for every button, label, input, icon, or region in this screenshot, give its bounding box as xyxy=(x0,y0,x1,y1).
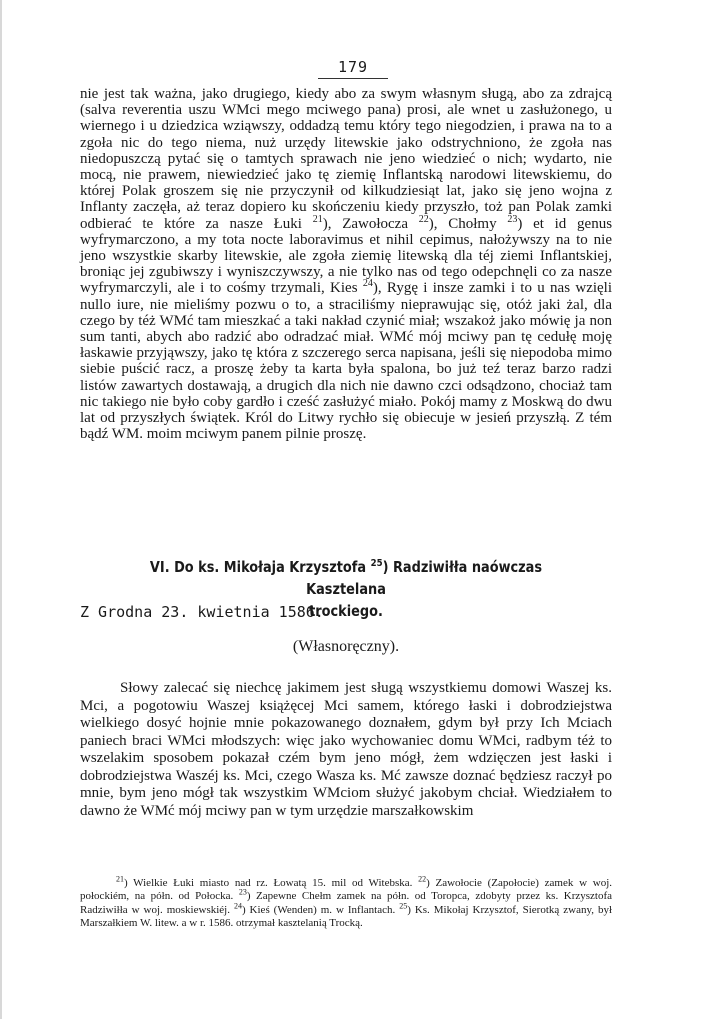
footnote-25: ) Ks. Mikołaj Krzysztof, Sierotką zwany, był Marszałkiem W. litew. a w r. 1586. otrzymał kasztelanią Trocką. xyxy=(80,903,612,930)
body-text-part: , Zawołocza xyxy=(327,215,408,232)
footnote-marker-23: 23 xyxy=(507,213,518,225)
footnote-23: ) Zapewne Chełm zamek na półn. od Toropca, zdobyty przez ks. Krzysztofa Radziwiłła w woj. moskiewskiéj. xyxy=(80,890,613,916)
body-text-part: ) et id genus wyfrymarczono, a my tota nocte laboravimus et nihil cepimus, nałożywszy na to nie jeno wszystkie skarby litewskie, ale zgoła ziemię litewską dla téj ziemi Inflantskiej, broniąc jej zgubiwszy i wyniszczywszy, a nie tylko nas od tego odepchnęli co za nasze wyfrymarczyli, ale i to cośmy trzymali, Kies xyxy=(80,215,613,297)
footnote-marker-25: 25 xyxy=(370,558,383,569)
footnote-21: ) Wielkie Łuki miasto nad rz. Łowatą 15. mil od Witebska. xyxy=(124,877,413,889)
footnote-number: 23 xyxy=(238,887,247,897)
heading-text: VI. Do ks. Mikołaja Krzysztofa xyxy=(149,558,367,576)
footnote-block xyxy=(80,874,613,931)
footnote-number: 22 xyxy=(418,874,427,884)
scan-edge-shadow xyxy=(0,0,2,1019)
footnote-22: ) Zawołocie (Zapołocie) zamek w woj. połockiém, na półn. od Połocka. xyxy=(80,877,612,903)
body-text-part: nie jest tak ważna, jako drugiego, kiedy abo za swym własnym sługą, abo za zdrajcą (salva reverentia uszu WMci mego mciwego pana) prosi, ale wnet u zasłużonego, u wiernego i u dziedzica wziąwszy, oddadzą temu który tego niegodzien, i prawa na to a zgoła nic do tego niema, nuż urzędy litewskie jako odstrychniono, że zgoła nas niedopuszczą pytać się o tamtych sprawach nie jeno wiedzieć o nich; wydarto, nie mocą, nie prawem, niewiedzieć jako tę ziemię Inflantską narodowi litewskiemu, do której Polak groszem się nie przyczynił od kilkudziesiąt lat, jako się jeno wojna z Inflanty zaczęła, aż teraz dopiero ku skończeniu kiedy przyszło, toż pan Polak zamki odbierać te które za nasze Łuki xyxy=(80,86,612,232)
heading-text: ) Radziwiłła naówczas Kasztelana xyxy=(306,558,543,598)
body-text-part: ), Rygę i insze zamki i to u nas wzięli nullo iure, nie mieliśmy pozwu o to, a straciliśmy nieprawując się, otóż jaki żal, dla czego by téż WMć tam mieszkać a taki nakład czynić miał; wszakoż jako mówię ja non sum tanti, abych abo radzić abo odradzać miał. WMć mój mciwy pan tę cedułę moję łaskawie przyjąwszy, jako tę która z szczerego serca napisana, jeśli się niepodoba mimo siebie puścić racz, a proszę żeby ta karta była spalona, bo już teź teraz barzo radzi listów zawartych dostawają, a drugich dla nich nie dawno czci odsądzono, chociaż tam nic takiego nie było coby gardło i cześć zasłużyć miało. Pokój mamy z Moskwą do dwu lat od przyszłych świątek. Król do Litwy rychło się obiecuje w jesień przyszłą. Z tém bądź WM. moim mciwym panem pilnie proszę. xyxy=(80,280,613,443)
letter-paragraph: Słowy zalecać się niechcę jakimem jest sługą wszystkiemu domowi Waszej ks. Mci, a pogotowiu Waszej książęcej Mci samem, którego łaski i dobrodziejstwa wielkiego dosyć hojnie mnie pokazowanego doznałem, gdym był przy Ich Mciach paniech braci WMci młodszych: więc jako wychowaniec domu WMci, radbym téż to wszelakim sposobem pokazał czém bym jeno mógł, żem wdzięczen jest łaski i dobrodziejstwa Waszéj ks. Mci, czego Wasza ks. Mć zawsze doznać będziesz raczył po mnie, bym jeno mógł tak wszystkim WMciom służyć jakobym chciał. Wiedziałem to dawno że WMć mój mciwy pan w tym urzędzie marszałkowskim xyxy=(80,680,612,819)
letter-text xyxy=(80,680,612,820)
footnote-marker-24: 24 xyxy=(362,278,373,290)
footnote-marker-21: 21 xyxy=(312,213,323,225)
body-paragraph: nie jest tak ważna, jako drugiego, kiedy abo za swym własnym sługą, abo za zdrajcą (salva reverentia uszu WMci mego mciwego pana) prosi, ale wnet u zasłużonego, u wiernego i u dziedzica wziąwszy, oddadzą temu który tego niegodzien, i prawa na to a zgoła nic do tego niema, nuż urzędy litewskie jako odstrychniono, że zgoła nas niedopuszczą pytać się o tamtych sprawach nie jeno wiedzieć o nich; wydarto, nie mocą, nie prawem, niewiedzieć jako tę ziemię Inflantską narodowi litewskiemu, do której Polak groszem się nie przyczynił od kilkudziesiąt lat, jako się jeno wojna z Inflanty zaczęła, aż teraz dopiero ku skończeniu kiedy przyszło, toż pan Polak zamki odbierać te które za nasze Łuki $^{21}$), Zawołocza $^{22}$), Chołmy $^{23}$) et id genus wyfrymarczono, a my tota nocte laboravimus et nihil cepimus, nałożywszy na to nie jeno wszystkie skarby litewskie, ale zgoła ziemię litewską dla téj ziemi Inflantskiej, broniąc jej zgubiwszy i wyniszczywszy, a nie tylko nas od tego odepchnęli co za nasze wyfrymarczyli, ale i to cośmy trzymali, Kies $^{24}$), Rygę i insze zamki i to u nas wzięli nullo iure, nie mieliśmy pozwu o to, a straciliśmy nieprawując się, otóż jaki żal, dla czego by téż WMć tam mieszkać a taki nakład czynić miał; wszakoż jako mówię ja non sum tanti, abych abo radzić abo odradzać miał. WMć mój mciwy pan tę cedułę moję łaskawie przyjąwszy, jako tę która z szczerego serca napisana, jeśli się niepodoba mimo siebie puścić racz, a proszę żeby ta karta była spalona, bo już teź teraz barzo radzi listów zawartych dostawają, a drugich dla nich nie dawno czci odsądzono, chociaż tam nic takiego nie było coby gardło i cześć zasłużyć miało. Pokój mamy z Moskwą do dwu lat od przyszłych świątek. Król do Litwy rychło się obiecuje w jesień przyszłą. Z tém bądź WM. moim mciwym panem pilnie proszę. xyxy=(80,86,613,443)
dateline: Z Grodna 23. kwietnia 1586. xyxy=(80,603,324,621)
autograph-note: (Własnoręczny). xyxy=(292,638,400,655)
page-number: 179 xyxy=(318,58,388,79)
footnote-number: 24 xyxy=(233,901,242,911)
footnote-marker-22: 22 xyxy=(418,213,429,225)
heading-line-2: trockiego. xyxy=(309,602,383,620)
body-text xyxy=(80,86,612,442)
body-text-part: ), Chołmy xyxy=(428,215,497,232)
footnotes xyxy=(80,874,613,931)
footnote-number: 25 xyxy=(399,901,408,911)
footnote-number: 21 xyxy=(116,874,124,884)
heading-line-1 xyxy=(117,553,575,600)
footnote-24: ) Kieś (Wenden) m. w Inflantach. xyxy=(241,903,396,916)
